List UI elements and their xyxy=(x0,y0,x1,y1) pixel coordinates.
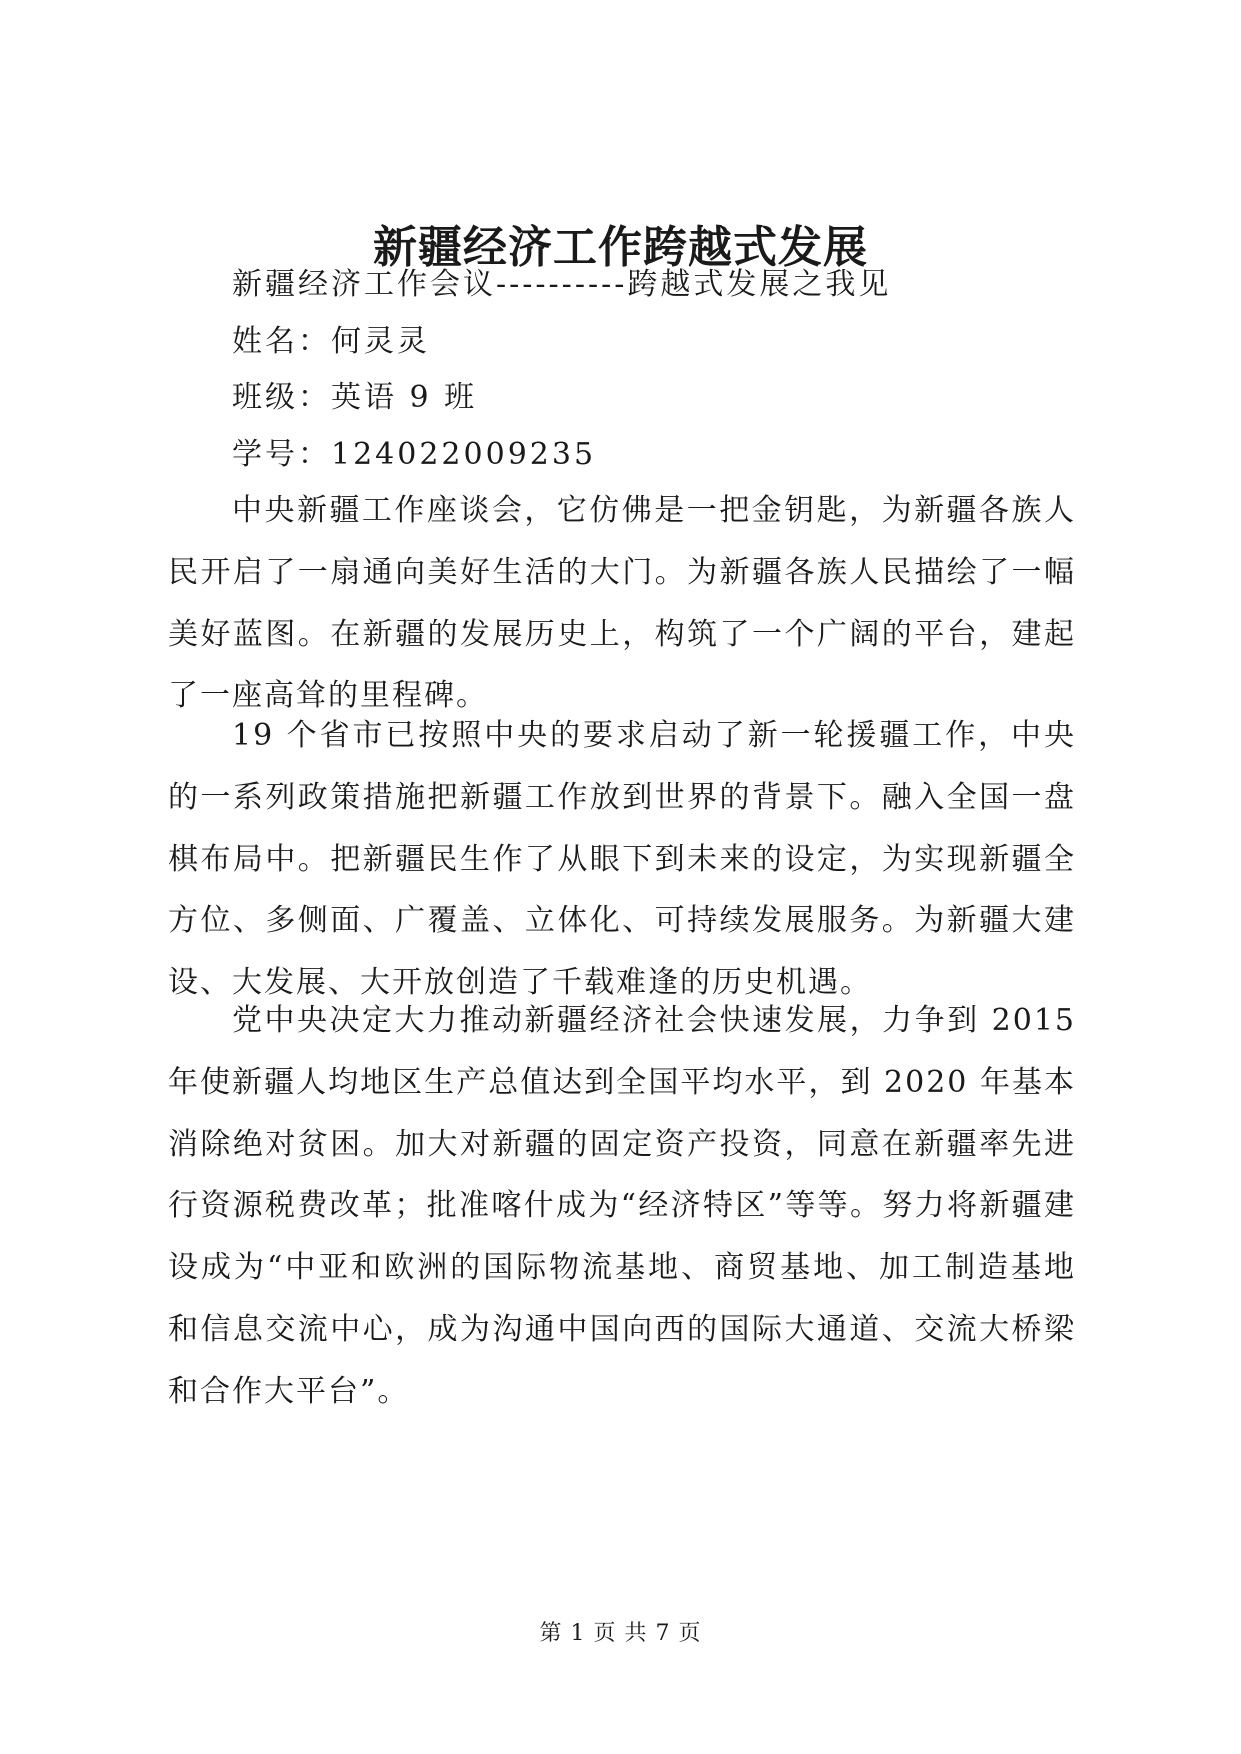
paragraph-3: 党中央决定大力推动新疆经济社会快速发展，力争到 2015 年使新疆人均地区生产总值达到全国平均水平，到 2020 年基本消除绝对贫困。加大对新疆的固定资产投资，同意在新疆率先进行资源税费改革；批准喀什成为“经济特区”等等。努力将新疆建设成为“中亚和欧洲的国际物流基地、商贸基地、加工制造基地和信息交流中心，成为沟通中国向西的国际大通道、交流大桥梁和合作大平台”。 xyxy=(168,1003,1076,1409)
page-footer: 第 1 页 共 7 页 xyxy=(539,1621,702,1646)
document-title: 新疆经济工作跨越式发展 xyxy=(373,222,868,273)
paragraph-2: 19 个省市已按照中央的要求启动了新一轮援疆工作，中央的一系列政策措施把新疆工作放到世界的背景下。融入全国一盘棋布局中。把新疆民生作了从眼下到未来的设定，为实现新疆全方位、多侧面、广覆盖、立体化、可持续发展服务。为新疆大建设、大发展、大开放创造了千载难逢的历史机遇。 xyxy=(168,718,1076,1001)
author-name: 姓名：何灵灵 xyxy=(232,324,430,359)
author-class: 班级：英语 9 班 xyxy=(232,380,478,415)
paragraph-1: 中央新疆工作座谈会，它仿佛是一把金钥匙，为新疆各族人民开启了一扇通向美好生活的大门。为新疆各族人民描绘了一幅美好蓝图。在新疆的发展历史上，构筑了一个广阔的平台，建起了一座高耸的里程碑。 xyxy=(168,493,1076,714)
author-student-id: 学号：124022009235 xyxy=(232,437,597,472)
document-subtitle: 新疆经济工作会议----------跨越式发展之我见 xyxy=(232,267,892,302)
